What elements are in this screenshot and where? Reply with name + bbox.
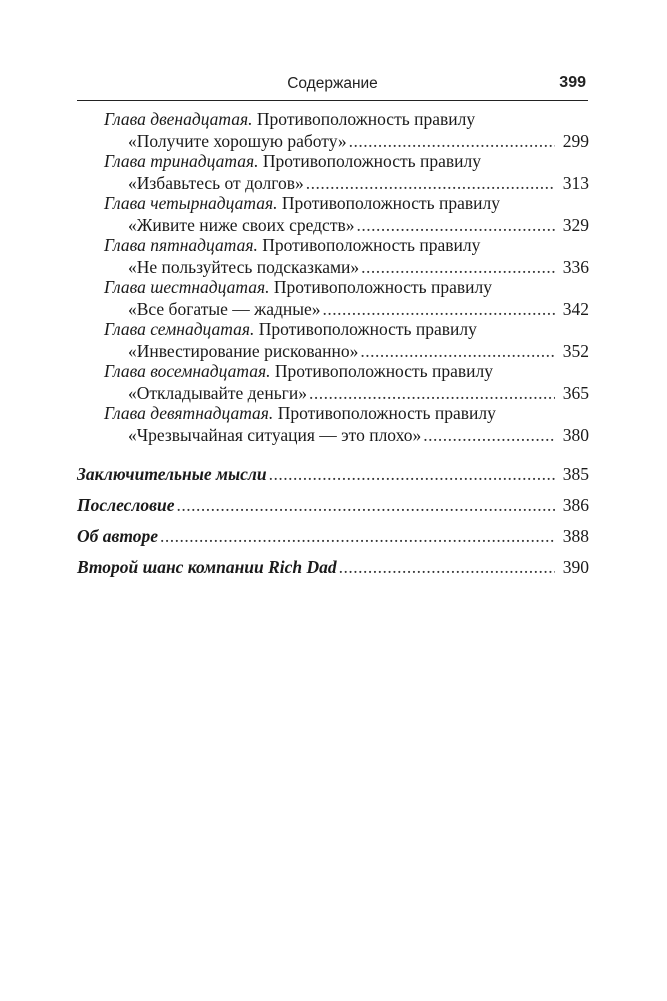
chapter-title: Противоположность правилу (258, 319, 477, 339)
dot-leader (323, 299, 555, 320)
dot-leader (176, 494, 555, 516)
dot-leader (356, 215, 555, 236)
section-title: Заключительные мысли (77, 464, 267, 484)
toc-chapter-16[interactable] (104, 277, 589, 320)
page-number: 399 (559, 74, 586, 91)
toc-chapter-19[interactable] (104, 403, 589, 446)
chapter-page: 352 (562, 341, 589, 361)
toc-chapter-17[interactable] (104, 319, 589, 362)
running-head-title: Содержание (287, 75, 378, 92)
chapter-title: Противоположность правилу (274, 361, 494, 381)
section-title: Об авторе (77, 526, 158, 546)
toc-chapter-13[interactable] (104, 151, 589, 194)
toc-chapter-12[interactable] (104, 109, 589, 152)
chapter-page: 342 (562, 299, 589, 319)
dot-leader (309, 383, 555, 404)
toc-chapter-15[interactable] (104, 235, 589, 278)
chapter-page: 365 (562, 383, 589, 403)
section-page: 388 (562, 526, 589, 546)
section-title: Послесловие (77, 495, 175, 515)
dot-leader (360, 341, 555, 362)
chapter-title: Противоположность правилу (262, 151, 481, 171)
dot-leader (361, 257, 555, 278)
chapter-rule: «Получите хорошую работу» (128, 131, 347, 151)
chapter-label: Глава семнадцатая. (104, 319, 255, 339)
toc-section-afterword[interactable] (77, 494, 589, 516)
chapter-label: Глава пятнадцатая. (104, 235, 258, 255)
chapter-title: Противоположность правилу (273, 277, 493, 297)
dot-leader (306, 173, 555, 194)
chapter-label: Глава четырнадцатая. (104, 193, 278, 213)
chapter-label: Глава восемнадцатая. (104, 361, 271, 381)
chapter-rule: «Не пользуйтесь подсказками» (128, 257, 360, 277)
dot-leader (423, 425, 555, 446)
chapter-title: Противоположность правилу (277, 403, 496, 423)
section-page: 386 (562, 495, 589, 515)
toc-section-second-chance[interactable] (77, 556, 589, 578)
toc-chapter-14[interactable] (104, 193, 589, 236)
chapter-page: 380 (562, 425, 589, 445)
chapter-title: Противоположность правилу (262, 235, 481, 255)
dot-leader (160, 525, 555, 547)
chapter-page: 329 (562, 215, 589, 235)
chapter-page: 336 (562, 257, 589, 277)
chapter-title: Противоположность правилу (281, 193, 500, 213)
chapter-label: Глава девятнадцатая. (104, 403, 274, 423)
page-header (77, 70, 588, 101)
toc-section-closing-thoughts[interactable] (77, 463, 589, 485)
chapter-rule: «Все богатые — жадные» (128, 299, 321, 319)
chapter-page: 313 (562, 173, 589, 193)
chapter-label: Глава двенадцатая. (104, 109, 253, 129)
dot-leader (269, 463, 555, 485)
toc-chapter-18[interactable] (104, 361, 589, 404)
chapter-rule: «Чрезвычайная ситуация — это плохо» (128, 425, 422, 445)
chapter-rule: «Живите ниже своих средств» (128, 215, 355, 235)
toc-section-about-author[interactable] (77, 525, 589, 547)
chapter-page: 299 (562, 131, 589, 151)
chapter-rule: «Откладывайте деньги» (128, 383, 307, 403)
chapter-title: Противоположность правилу (256, 109, 476, 129)
chapter-label: Глава шестнадцатая. (104, 277, 270, 297)
dot-leader (349, 131, 555, 152)
section-page: 390 (562, 557, 589, 577)
chapter-rule: «Избавьтесь от долгов» (128, 173, 304, 193)
section-page: 385 (562, 464, 589, 484)
section-title: Второй шанс компании Rich Dad (77, 557, 337, 577)
chapter-label: Глава тринадцатая. (104, 151, 259, 171)
dot-leader (339, 556, 555, 578)
chapter-rule: «Инвестирование рискованно» (128, 341, 359, 361)
